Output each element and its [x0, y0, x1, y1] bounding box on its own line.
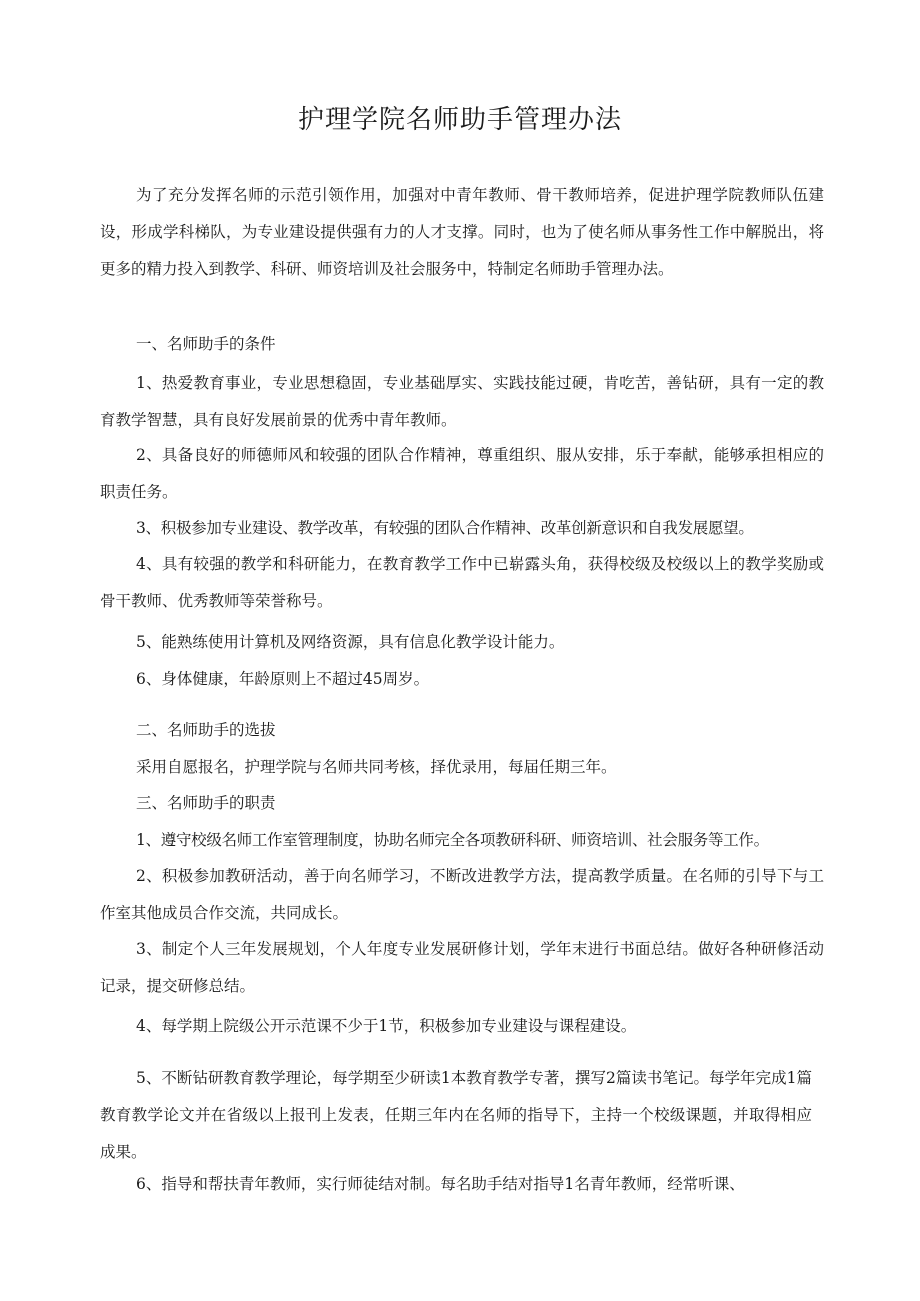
- duty-item-3: 3、制定个人三年发展规划，个人年度专业发展研修计划，学年末进行书面总结。做好各种研修活动记录，提交研修总结。: [100, 940, 824, 995]
- duty-item-6: 6、指导和帮扶青年教师，实行师徒结对制。每名助手结对指导1名青年教师，经常听课、: [136, 1175, 745, 1193]
- section-heading-selection: 二、名师助手的选拔: [136, 721, 276, 739]
- condition-item-3: 3、积极参加专业建设、教学改革，有较强的团队合作精神、改革创新意识和自我发展愿望。: [136, 519, 754, 537]
- duty-item-5: 5、不断钻研教育教学理论，每学期至少研读1本教育教学专著，撰写2篇读书笔记。每学年完成1篇教育教学论文并在省级以上报刊上发表，任期三年内在名师的指导下，主持一个校级课题，并取得相应成果。: [100, 1069, 812, 1161]
- duty-item-4: 4、每学期上院级公开示范课不少于1节，积极参加专业建设与课程建设。: [136, 1017, 637, 1035]
- condition-item-2: 2、具备良好的师德师风和较强的团队合作精神，尊重组织、服从安排，乐于奉献，能够承担相应的职责任务。: [100, 446, 824, 501]
- section-heading-duties: 三、名师助手的职责: [136, 794, 276, 812]
- condition-item-5: 5、能熟练使用计算机及网络资源，具有信息化教学设计能力。: [136, 633, 565, 651]
- intro-paragraph: 为了充分发挥名师的示范引领作用，加强对中青年教师、骨干教师培养，促进护理学院教师队伍建设，形成学科梯队，为专业建设提供强有力的人才支撑。同时，也为了使名师从事务性工作中解脱出，将更多的精力投入到教学、科研、师资培训及社会服务中，特制定名师助手管理办法。: [100, 186, 824, 278]
- condition-item-4: 4、具有较强的教学和科研能力，在教育教学工作中已崭露头角，获得校级及校级以上的教学奖励或骨干教师、优秀教师等荣誉称号。: [100, 555, 824, 610]
- condition-item-6: 6、身体健康，年龄原则上不超过45周岁。: [136, 670, 430, 688]
- duty-item-1: 1、遵守校级名师工作室管理制度，协助名师完全各项教研科研、师资培训、社会服务等工作。: [136, 831, 769, 849]
- duty-item-2: 2、积极参加教研活动，善于向名师学习，不断改进教学方法，提高教学质量。在名师的引导下与工作室其他成员合作交流，共同成长。: [100, 867, 824, 922]
- document-title: 护理学院名师助手管理办法: [297, 105, 622, 135]
- condition-item-1: 1、热爱教育事业，专业思想稳固，专业基础厚实、实践技能过硬，肯吃苦，善钻研，具有一定的教育教学智慧，具有良好发展前景的优秀中青年教师。: [100, 374, 824, 429]
- section-heading-conditions: 一、名师助手的条件: [136, 335, 276, 353]
- selection-text: 采用自愿报名，护理学院与名师共同考核，择优录用，每届任期三年。: [136, 758, 617, 776]
